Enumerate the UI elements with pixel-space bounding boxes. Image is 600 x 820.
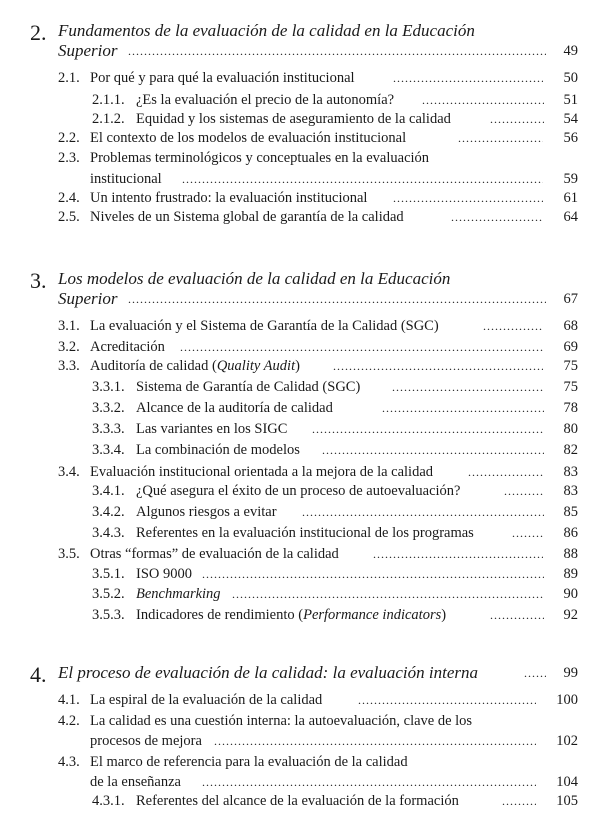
leader-dots — [322, 439, 544, 461]
entry-title: Algunos riesgos a evitar — [136, 504, 277, 520]
entry-number: 2.3. — [58, 150, 80, 166]
page-number: 83 — [563, 464, 578, 480]
entry-number: 3.4.3. — [92, 525, 125, 541]
entry-number: 3.3.1. — [92, 379, 125, 395]
toc-entry[interactable] — [92, 501, 578, 523]
entry-number: 3.4.2. — [92, 504, 125, 520]
leader-dots — [458, 127, 543, 149]
entry-number: 3.5.1. — [92, 566, 125, 582]
entry-title-after: ) — [441, 607, 447, 623]
page-number: 69 — [563, 339, 578, 355]
leader-dots — [504, 480, 544, 502]
toc-entry[interactable] — [58, 543, 578, 565]
entry-number: 4.1. — [58, 692, 80, 708]
entry-title: Referentes del alcance de la evaluación de la formación — [136, 793, 459, 809]
entry-title: El contexto de los modelos de evaluación institucional — [90, 130, 407, 146]
toc-entry[interactable] — [58, 710, 578, 732]
toc-entry[interactable] — [58, 127, 578, 149]
page-number: 86 — [563, 525, 578, 541]
leader-dots — [358, 689, 536, 711]
entry-title: Benchmarking — [136, 586, 221, 602]
page-number: 100 — [556, 692, 578, 708]
entry-number: 2.1. — [58, 70, 80, 86]
page-number: 83 — [563, 483, 578, 499]
entry-number: 3.1. — [58, 318, 80, 334]
entry-number: 2.5. — [58, 209, 80, 225]
leader-dots — [392, 376, 544, 398]
chapter-number: 4. — [30, 662, 47, 687]
entry-title: La evaluación y el Sistema de Garantía de la Calidad (SGC) — [90, 318, 439, 334]
entry-title: La calidad es una cuestión interna: la autoevaluación, clave de los — [90, 713, 473, 729]
toc-entry[interactable] — [58, 147, 578, 169]
page-number: 89 — [563, 566, 578, 582]
leader-dots — [214, 730, 536, 752]
entry-title: La espiral de la evaluación de la calidad — [90, 692, 323, 708]
leader-dots — [382, 397, 544, 419]
leader-dots — [524, 662, 546, 684]
entry-number: 4.3. — [58, 754, 80, 770]
entry-number: 3.2. — [58, 339, 80, 355]
page-number: 56 — [563, 130, 578, 146]
chapter-title-cont: Superior — [58, 41, 118, 60]
leader-dots — [128, 288, 546, 310]
entry-title: El marco de referencia para la evaluación de la calidad — [90, 754, 408, 770]
leader-dots — [393, 67, 543, 89]
entry-title: La combinación de modelos — [136, 442, 300, 458]
leader-dots — [512, 522, 544, 544]
leader-dots — [232, 583, 544, 605]
toc-entry-cont[interactable] — [90, 730, 578, 752]
chapter-title-cont: Superior — [58, 289, 118, 308]
leader-dots — [302, 501, 544, 523]
page-number: 75 — [563, 379, 578, 395]
page-number: 61 — [563, 190, 578, 206]
toc-entry[interactable] — [58, 689, 578, 711]
chapter-title: Los modelos de evaluación de la calidad en la Educación — [58, 269, 451, 288]
toc-entry[interactable] — [58, 355, 578, 377]
leader-dots — [490, 604, 544, 626]
toc-entry[interactable] — [92, 522, 578, 544]
toc-entry[interactable] — [92, 376, 578, 398]
entry-title: Otras “formas” de evaluación de la calidad — [90, 546, 339, 562]
page-number: 85 — [563, 504, 578, 520]
entry-title-italic: Quality Audit — [216, 358, 296, 374]
entry-number: 3.3.4. — [92, 442, 125, 458]
toc-entry[interactable] — [58, 67, 578, 89]
entry-number: 4.2. — [58, 713, 80, 729]
entry-title: Las variantes en los SIGC — [136, 421, 288, 437]
leader-dots — [502, 790, 536, 812]
leader-dots — [333, 355, 543, 377]
entry-title-cont: procesos de mejora — [90, 733, 202, 749]
entry-number: 3.5.3. — [92, 607, 125, 623]
leader-dots — [373, 543, 543, 565]
chapter-title-line[interactable] — [58, 662, 578, 684]
page-number: 105 — [556, 793, 578, 809]
entry-title: Equidad y los sistemas de aseguramiento de la calidad — [136, 111, 451, 127]
entry-number: 3.5.2. — [92, 586, 125, 602]
leader-dots — [483, 315, 543, 337]
page-number: 99 — [563, 665, 578, 681]
toc-entry[interactable] — [92, 563, 578, 585]
toc-entry[interactable] — [58, 751, 578, 773]
toc-entry[interactable] — [92, 418, 578, 440]
chapter-number: 2. — [30, 20, 47, 45]
entry-title: Referentes en la evaluación institucional de los programas — [136, 525, 474, 541]
page-number: 82 — [563, 442, 578, 458]
leader-dots — [128, 40, 546, 62]
entry-number: 3.3.2. — [92, 400, 125, 416]
page-number: 51 — [563, 92, 578, 108]
entry-title: Acreditación — [90, 339, 165, 355]
leader-dots — [202, 563, 544, 585]
page-number: 78 — [563, 400, 578, 416]
entry-number: 2.1.1. — [92, 92, 125, 108]
toc-entry[interactable] — [92, 790, 578, 812]
toc-entry[interactable] — [92, 439, 578, 461]
entry-title: Problemas terminológicos y conceptuales en la evaluación — [90, 150, 430, 166]
entry-title-cont: de la enseñanza — [90, 774, 181, 790]
entry-title: Alcance de la auditoría de calidad — [136, 400, 333, 416]
entry-title: ¿Es la evaluación el precio de la autonomía? — [136, 92, 395, 108]
entry-number: 3.3.3. — [92, 421, 125, 437]
entry-number: 3.5. — [58, 546, 80, 562]
entry-title: ISO 9000 — [136, 566, 192, 582]
entry-title-text: Auditoría de calidad ( — [90, 358, 217, 374]
chapter-title-line[interactable] — [58, 40, 578, 62]
entry-number: 3.3. — [58, 358, 80, 374]
chapter-title: El proceso de evaluación de la calidad: la evaluación interna — [58, 663, 479, 682]
entry-title: ¿Qué asegura el éxito de un proceso de autoevaluación? — [136, 483, 461, 499]
toc-entry[interactable] — [58, 206, 578, 228]
leader-dots — [451, 206, 543, 228]
entry-title: Evaluación institucional orientada a la mejora de la calidad — [90, 464, 434, 480]
page-number: 90 — [563, 586, 578, 602]
page-number: 59 — [563, 171, 578, 187]
entry-number: 3.4.1. — [92, 483, 125, 499]
toc-entry[interactable] — [58, 315, 578, 337]
entry-title-italic: Performance indicators — [303, 607, 442, 623]
entry-number: 2.2. — [58, 130, 80, 146]
page-number: 92 — [563, 607, 578, 623]
page-number: 80 — [563, 421, 578, 437]
entry-title: Sistema de Garantía de Calidad (SGC) — [136, 379, 361, 395]
page-number: 54 — [563, 111, 578, 127]
page-number: 49 — [563, 43, 578, 59]
page-number: 67 — [563, 291, 578, 307]
entry-title: Niveles de un Sistema global de garantía de la calidad — [90, 209, 404, 225]
entry-number: 3.4. — [58, 464, 80, 480]
entry-title — [136, 604, 446, 626]
entry-number: 4.3.1. — [92, 793, 125, 809]
chapter-title: Fundamentos de la evaluación de la calidad en la Educación — [58, 21, 475, 40]
page-number: 75 — [563, 358, 578, 374]
entry-title — [90, 355, 300, 377]
chapter-title-line[interactable] — [58, 288, 578, 310]
entry-title-text: Indicadores de rendimiento ( — [136, 607, 304, 623]
toc-entry[interactable] — [92, 480, 578, 502]
entry-title: Un intento frustrado: la evaluación institucional — [90, 190, 368, 206]
page-number: 102 — [556, 733, 578, 749]
toc-entry[interactable] — [92, 604, 578, 626]
toc-entry[interactable] — [92, 583, 578, 605]
entry-number: 2.1.2. — [92, 111, 125, 127]
chapter-number: 3. — [30, 268, 47, 293]
leader-dots — [312, 418, 544, 440]
entry-number: 2.4. — [58, 190, 80, 206]
toc-entry[interactable] — [92, 397, 578, 419]
entry-title: Por qué y para qué la evaluación institucional — [90, 70, 355, 86]
entry-title-after: ) — [295, 358, 300, 374]
page-number: 104 — [556, 774, 578, 790]
page-number: 88 — [563, 546, 578, 562]
page-number: 64 — [563, 209, 578, 225]
page-number: 50 — [563, 70, 578, 86]
entry-title-cont: institucional — [90, 171, 162, 187]
page-number: 68 — [563, 318, 578, 334]
